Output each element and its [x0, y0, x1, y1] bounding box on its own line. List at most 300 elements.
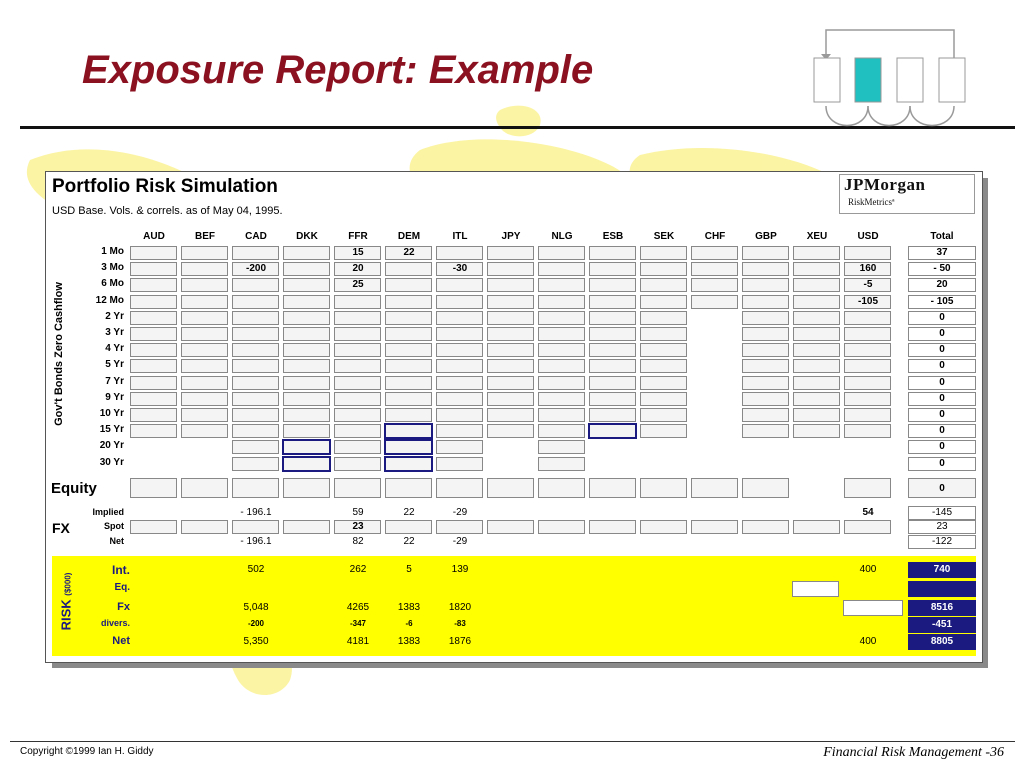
- column-header: NLG: [551, 231, 573, 242]
- row-label: 12 Mo: [95, 294, 124, 306]
- grid-cell: [793, 327, 840, 341]
- fx-spot-cell: [130, 520, 177, 534]
- grid-cell: [283, 262, 330, 276]
- grid-cell: [844, 392, 891, 406]
- grid-cell: [283, 424, 330, 438]
- grid-cell: [844, 311, 891, 325]
- equity-cell: [487, 478, 534, 498]
- grid-cell: [538, 343, 585, 357]
- grid-cell: [385, 359, 432, 373]
- column-header: SEK: [653, 231, 675, 242]
- grid-cell: [691, 262, 738, 276]
- equity-cell: [130, 478, 177, 498]
- risk-value: -83: [454, 619, 466, 628]
- grid-cell: [130, 392, 177, 406]
- grid-cell: [487, 327, 534, 341]
- grid-cell: [436, 246, 483, 260]
- report-title: Portfolio Risk Simulation: [52, 176, 278, 197]
- grid-cell: [232, 359, 279, 373]
- grid-cell: [538, 392, 585, 406]
- grid-value: 22: [403, 247, 415, 258]
- grid-cell: [283, 311, 330, 325]
- fx-value: - 196.1: [240, 507, 272, 518]
- column-header: CHF: [704, 231, 726, 242]
- grid-cell: [283, 295, 330, 309]
- row-label: 5 Yr: [105, 359, 124, 371]
- fx-row-label: Net: [109, 536, 124, 546]
- fx-spot-cell: [691, 520, 738, 534]
- risk-value: -347: [349, 619, 366, 628]
- row-total: 0: [939, 392, 945, 404]
- risk-value: 5,048: [243, 602, 269, 613]
- fx-spot-cell: [844, 520, 891, 534]
- grid-cell: [742, 278, 789, 292]
- side-label-text: Gov't Bonds Zero Cashflow: [53, 282, 65, 426]
- fx-spot-cell: [538, 520, 585, 534]
- grid-cell: [385, 392, 432, 406]
- grid-cell: [793, 376, 840, 390]
- grid-cell: [385, 311, 432, 325]
- grid-cell: [436, 343, 483, 357]
- grid-cell: [130, 327, 177, 341]
- row-total: - 105: [930, 295, 954, 307]
- equity-cell: [283, 478, 330, 498]
- equity-cell: [436, 478, 483, 498]
- grid-cell: [538, 278, 585, 292]
- risk-value: -200: [247, 619, 264, 628]
- fx-value: - 196.1: [240, 536, 272, 547]
- brand-name: JPMorgan: [844, 175, 926, 194]
- fx-total: 23: [936, 521, 948, 532]
- fx-value: 22: [403, 536, 415, 547]
- grid-cell: [181, 359, 228, 373]
- grid-cell: [232, 278, 279, 292]
- grid-cell: [844, 376, 891, 390]
- row-label: 7 Yr: [105, 375, 124, 387]
- grid-cell: [487, 376, 534, 390]
- risk-row-label: divers.: [100, 618, 130, 628]
- grid-cell: [538, 327, 585, 341]
- risk-total: 8516: [908, 600, 976, 616]
- fx-spot-cell: [742, 520, 789, 534]
- footer-rule: [10, 741, 1015, 742]
- risk-value: 1383: [397, 636, 421, 647]
- risk-row-label: Fx: [117, 601, 130, 613]
- grid-cell: [844, 343, 891, 357]
- row-total: 0: [939, 441, 945, 453]
- row-total: 37: [936, 247, 948, 258]
- grid-cell: [130, 262, 177, 276]
- grid-cell: [181, 327, 228, 341]
- grid-cell: [793, 262, 840, 276]
- grid-cell: [283, 327, 330, 341]
- risk-row-label: Int.: [112, 563, 130, 577]
- grid-cell: [589, 359, 636, 373]
- fx-value: 82: [352, 536, 364, 547]
- row-label: 15 Yr: [99, 424, 124, 436]
- grid-cell: [844, 408, 891, 422]
- column-header: XEU: [806, 231, 828, 242]
- equity-cell: [385, 478, 432, 498]
- grid-cell: [487, 424, 534, 438]
- risk-total: 740: [908, 562, 976, 578]
- grid-value: -30: [452, 263, 468, 275]
- grid-cell: [232, 440, 279, 454]
- grid-cell: [232, 327, 279, 341]
- fx-value: 23: [352, 521, 364, 532]
- fx-spot-cell: [640, 520, 687, 534]
- grid-cell: [640, 295, 687, 309]
- fx-total: -122: [931, 536, 952, 547]
- grid-cell: [385, 343, 432, 357]
- grid-cell: [436, 311, 483, 325]
- grid-cell: [589, 311, 636, 325]
- grid-cell: [793, 246, 840, 260]
- grid-cell: [538, 408, 585, 422]
- grid-cell: [181, 376, 228, 390]
- row-label: 9 Yr: [105, 391, 124, 403]
- fx-value: 54: [862, 507, 874, 518]
- grid-cell: [589, 408, 636, 422]
- grid-cell: [589, 343, 636, 357]
- grid-cell: [232, 424, 279, 438]
- column-header: ESB: [602, 231, 624, 242]
- grid-value: 15: [352, 247, 364, 258]
- risk-total: -451: [908, 617, 976, 633]
- fx-total: -145: [931, 507, 952, 518]
- grid-cell: [538, 246, 585, 260]
- grid-cell: [640, 392, 687, 406]
- risk-panel: [52, 556, 976, 656]
- risk-value: 5,350: [243, 636, 269, 647]
- grid-cell: [385, 408, 432, 422]
- risk-total-empty: [908, 581, 976, 597]
- grid-cell: [436, 424, 483, 438]
- risk-value: 4265: [346, 602, 370, 613]
- fx-spot-cell: [793, 520, 840, 534]
- equity-cell: [844, 478, 891, 498]
- grid-value: 25: [352, 279, 364, 291]
- grid-cell: [742, 424, 789, 438]
- jpmorgan-logo: [839, 174, 975, 214]
- column-header: FFR: [348, 231, 368, 242]
- grid-cell: [640, 262, 687, 276]
- grid-value: 160: [859, 263, 877, 275]
- grid-cell: [436, 295, 483, 309]
- equity-cell: [742, 478, 789, 498]
- grid-cell: [130, 359, 177, 373]
- fx-spot-cell: [181, 520, 228, 534]
- grid-cell: [181, 343, 228, 357]
- grid-cell: [283, 246, 330, 260]
- grid-cell: [487, 246, 534, 260]
- row-label: 3 Mo: [101, 262, 124, 274]
- risk-value: 1820: [448, 602, 472, 613]
- grid-cell: [334, 440, 381, 454]
- grid-cell: [181, 295, 228, 309]
- grid-cell: [334, 295, 381, 309]
- equity-cell: [334, 478, 381, 498]
- grid-cell: [487, 408, 534, 422]
- row-total: 0: [939, 409, 945, 420]
- grid-cell: [589, 376, 636, 390]
- grid-cell: [793, 392, 840, 406]
- brand-sub: RiskMetricsª: [848, 197, 895, 207]
- risk-fx-input: [843, 600, 903, 616]
- risk-total: 8805: [908, 634, 976, 650]
- risk-eq-input: [792, 581, 839, 597]
- risk-value: 4181: [346, 636, 370, 647]
- equity-cell: [691, 478, 738, 498]
- row-label: 30 Yr: [99, 456, 124, 468]
- risk-value: 1383: [397, 602, 421, 613]
- report-subtitle: USD Base. Vols. & correls. as of May 04, 1995.: [52, 205, 283, 217]
- risk-value: 400: [859, 564, 877, 575]
- grid-cell: [436, 376, 483, 390]
- column-header: DEM: [397, 231, 421, 242]
- row-label: 20 Yr: [99, 440, 124, 452]
- grid-cell: [487, 343, 534, 357]
- equity-cell: [589, 478, 636, 498]
- grid-cell: [844, 424, 891, 438]
- grid-cell: [589, 262, 636, 276]
- grid-cell: [793, 278, 840, 292]
- grid-cell: [742, 343, 789, 357]
- grid-cell: [181, 424, 228, 438]
- grid-cell: [334, 457, 381, 471]
- fx-spot-cell: [487, 520, 534, 534]
- column-header: CAD: [245, 231, 267, 242]
- grid-cell: [181, 408, 228, 422]
- copyright: Copyright ©1999 Ian H. Giddy: [20, 746, 154, 757]
- highlight-cell: [384, 456, 433, 472]
- grid-cell: [589, 327, 636, 341]
- grid-cell: [181, 392, 228, 406]
- grid-cell: [691, 295, 738, 309]
- grid-cell: [436, 278, 483, 292]
- grid-cell: [232, 343, 279, 357]
- risk-row-label: Net: [112, 635, 130, 647]
- grid-cell: [283, 359, 330, 373]
- grid-cell: [793, 408, 840, 422]
- grid-cell: [232, 376, 279, 390]
- grid-cell: [742, 262, 789, 276]
- row-total: - 50: [933, 263, 951, 275]
- risk-unit: ($000): [63, 572, 73, 596]
- risk-value: 1876: [448, 636, 472, 647]
- row-label: 1 Mo: [101, 246, 124, 257]
- grid-cell: [538, 359, 585, 373]
- row-total: 20: [936, 279, 948, 291]
- grid-cell: [640, 376, 687, 390]
- grid-cell: [436, 359, 483, 373]
- grid-cell: [589, 278, 636, 292]
- grid-cell: [334, 392, 381, 406]
- risk-value: -6: [405, 619, 413, 628]
- grid-cell: [385, 278, 432, 292]
- highlight-cell: [384, 423, 433, 439]
- grid-cell: [130, 278, 177, 292]
- equity-label: Equity: [51, 480, 97, 497]
- grid-value: -105: [857, 295, 878, 307]
- column-header: AUD: [143, 231, 165, 242]
- highlight-cell: [384, 439, 433, 455]
- grid-cell: [538, 295, 585, 309]
- grid-cell: [385, 376, 432, 390]
- grid-cell: [232, 295, 279, 309]
- column-header: ITL: [452, 231, 468, 242]
- grid-cell: [283, 376, 330, 390]
- grid-cell: [640, 278, 687, 292]
- column-header: DKK: [296, 231, 318, 242]
- row-total: 0: [939, 425, 945, 437]
- grid-cell: [232, 246, 279, 260]
- grid-cell: [589, 392, 636, 406]
- grid-cell: [538, 424, 585, 438]
- grid-cell: [487, 359, 534, 373]
- grid-cell: [130, 246, 177, 260]
- risk-value: 400: [859, 636, 877, 647]
- grid-cell: [283, 392, 330, 406]
- row-total: 0: [939, 457, 945, 469]
- grid-cell: [130, 424, 177, 438]
- grid-cell: [385, 295, 432, 309]
- grid-cell: [436, 440, 483, 454]
- grid-cell: [793, 359, 840, 373]
- fx-row-label: Implied: [92, 507, 124, 517]
- row-label: 2 Yr: [105, 310, 124, 322]
- grid-cell: [640, 408, 687, 422]
- grid-cell: [334, 311, 381, 325]
- grid-cell: [640, 424, 687, 438]
- grid-cell: [283, 343, 330, 357]
- grid-cell: [742, 246, 789, 260]
- row-total: 0: [939, 376, 945, 388]
- grid-cell: [232, 311, 279, 325]
- grid-cell: [283, 278, 330, 292]
- grid-cell: [385, 262, 432, 276]
- grid-cell: [334, 424, 381, 438]
- grid-value: -200: [245, 263, 266, 275]
- risk-row-label: Eq.: [114, 582, 130, 593]
- grid-cell: [793, 424, 840, 438]
- equity-cell: [640, 478, 687, 498]
- row-total: 0: [939, 311, 945, 323]
- grid-cell: [334, 327, 381, 341]
- equity-cell: [232, 478, 279, 498]
- grid-cell: [640, 311, 687, 325]
- grid-cell: [130, 376, 177, 390]
- grid-cell: [181, 278, 228, 292]
- grid-cell: [436, 408, 483, 422]
- grid-cell: [487, 311, 534, 325]
- grid-cell: [640, 343, 687, 357]
- grid-cell: [640, 246, 687, 260]
- slide-title: Exposure Report: Example: [82, 48, 594, 92]
- grid-cell: [130, 311, 177, 325]
- grid-cell: [742, 408, 789, 422]
- grid-value: -5: [863, 279, 873, 291]
- grid-cell: [283, 408, 330, 422]
- side-label: [49, 268, 69, 448]
- grid-cell: [589, 246, 636, 260]
- grid-cell: [844, 359, 891, 373]
- grid-cell: [487, 392, 534, 406]
- grid-cell: [589, 295, 636, 309]
- highlight-cell: [282, 456, 331, 472]
- risk-label-text: RISK: [58, 599, 74, 631]
- grid-cell: [385, 327, 432, 341]
- grid-cell: [181, 262, 228, 276]
- grid-cell: [793, 343, 840, 357]
- grid-cell: [538, 457, 585, 471]
- column-header: USD: [857, 231, 879, 242]
- row-total: 0: [939, 328, 945, 339]
- grid-cell: [436, 327, 483, 341]
- grid-cell: [487, 295, 534, 309]
- fx-spot-cell: [589, 520, 636, 534]
- fx-spot-cell: [385, 520, 432, 534]
- row-label: 4 Yr: [105, 343, 124, 355]
- equity-cell: [181, 478, 228, 498]
- grid-cell: [538, 311, 585, 325]
- row-label: 10 Yr: [99, 408, 124, 419]
- risk-value: 262: [349, 564, 367, 575]
- grid-cell: [640, 327, 687, 341]
- column-header: BEF: [195, 231, 215, 242]
- risk-label: [54, 564, 78, 648]
- grid-cell: [334, 343, 381, 357]
- grid-cell: [844, 327, 891, 341]
- grid-cell: [436, 457, 483, 471]
- row-total: 0: [939, 344, 945, 356]
- grid-cell: [742, 295, 789, 309]
- grid-cell: [538, 440, 585, 454]
- grid-value: 20: [352, 263, 364, 275]
- equity-total: 0: [939, 483, 945, 494]
- grid-cell: [538, 262, 585, 276]
- fx-value: 22: [403, 507, 415, 518]
- grid-cell: [181, 311, 228, 325]
- column-header: Total: [930, 231, 954, 242]
- row-total: 0: [939, 360, 945, 372]
- grid-cell: [742, 359, 789, 373]
- grid-cell: [436, 392, 483, 406]
- slide-footer: Financial Risk Management -36: [823, 745, 1004, 760]
- grid-cell: [538, 376, 585, 390]
- grid-cell: [334, 408, 381, 422]
- grid-cell: [130, 408, 177, 422]
- highlight-cell: [588, 423, 637, 439]
- column-header: GBP: [755, 231, 777, 242]
- grid-cell: [742, 311, 789, 325]
- fx-spot-cell: [232, 520, 279, 534]
- grid-cell: [691, 278, 738, 292]
- grid-cell: [232, 392, 279, 406]
- risk-report-sheet: [45, 171, 983, 663]
- grid-cell: [130, 343, 177, 357]
- grid-cell: [742, 392, 789, 406]
- grid-cell: [844, 246, 891, 260]
- grid-cell: [181, 246, 228, 260]
- risk-value: 139: [451, 564, 469, 575]
- grid-cell: [232, 457, 279, 471]
- grid-cell: [640, 359, 687, 373]
- fx-spot-cell: [283, 520, 330, 534]
- grid-cell: [793, 295, 840, 309]
- column-header: JPY: [501, 231, 521, 242]
- grid-cell: [487, 262, 534, 276]
